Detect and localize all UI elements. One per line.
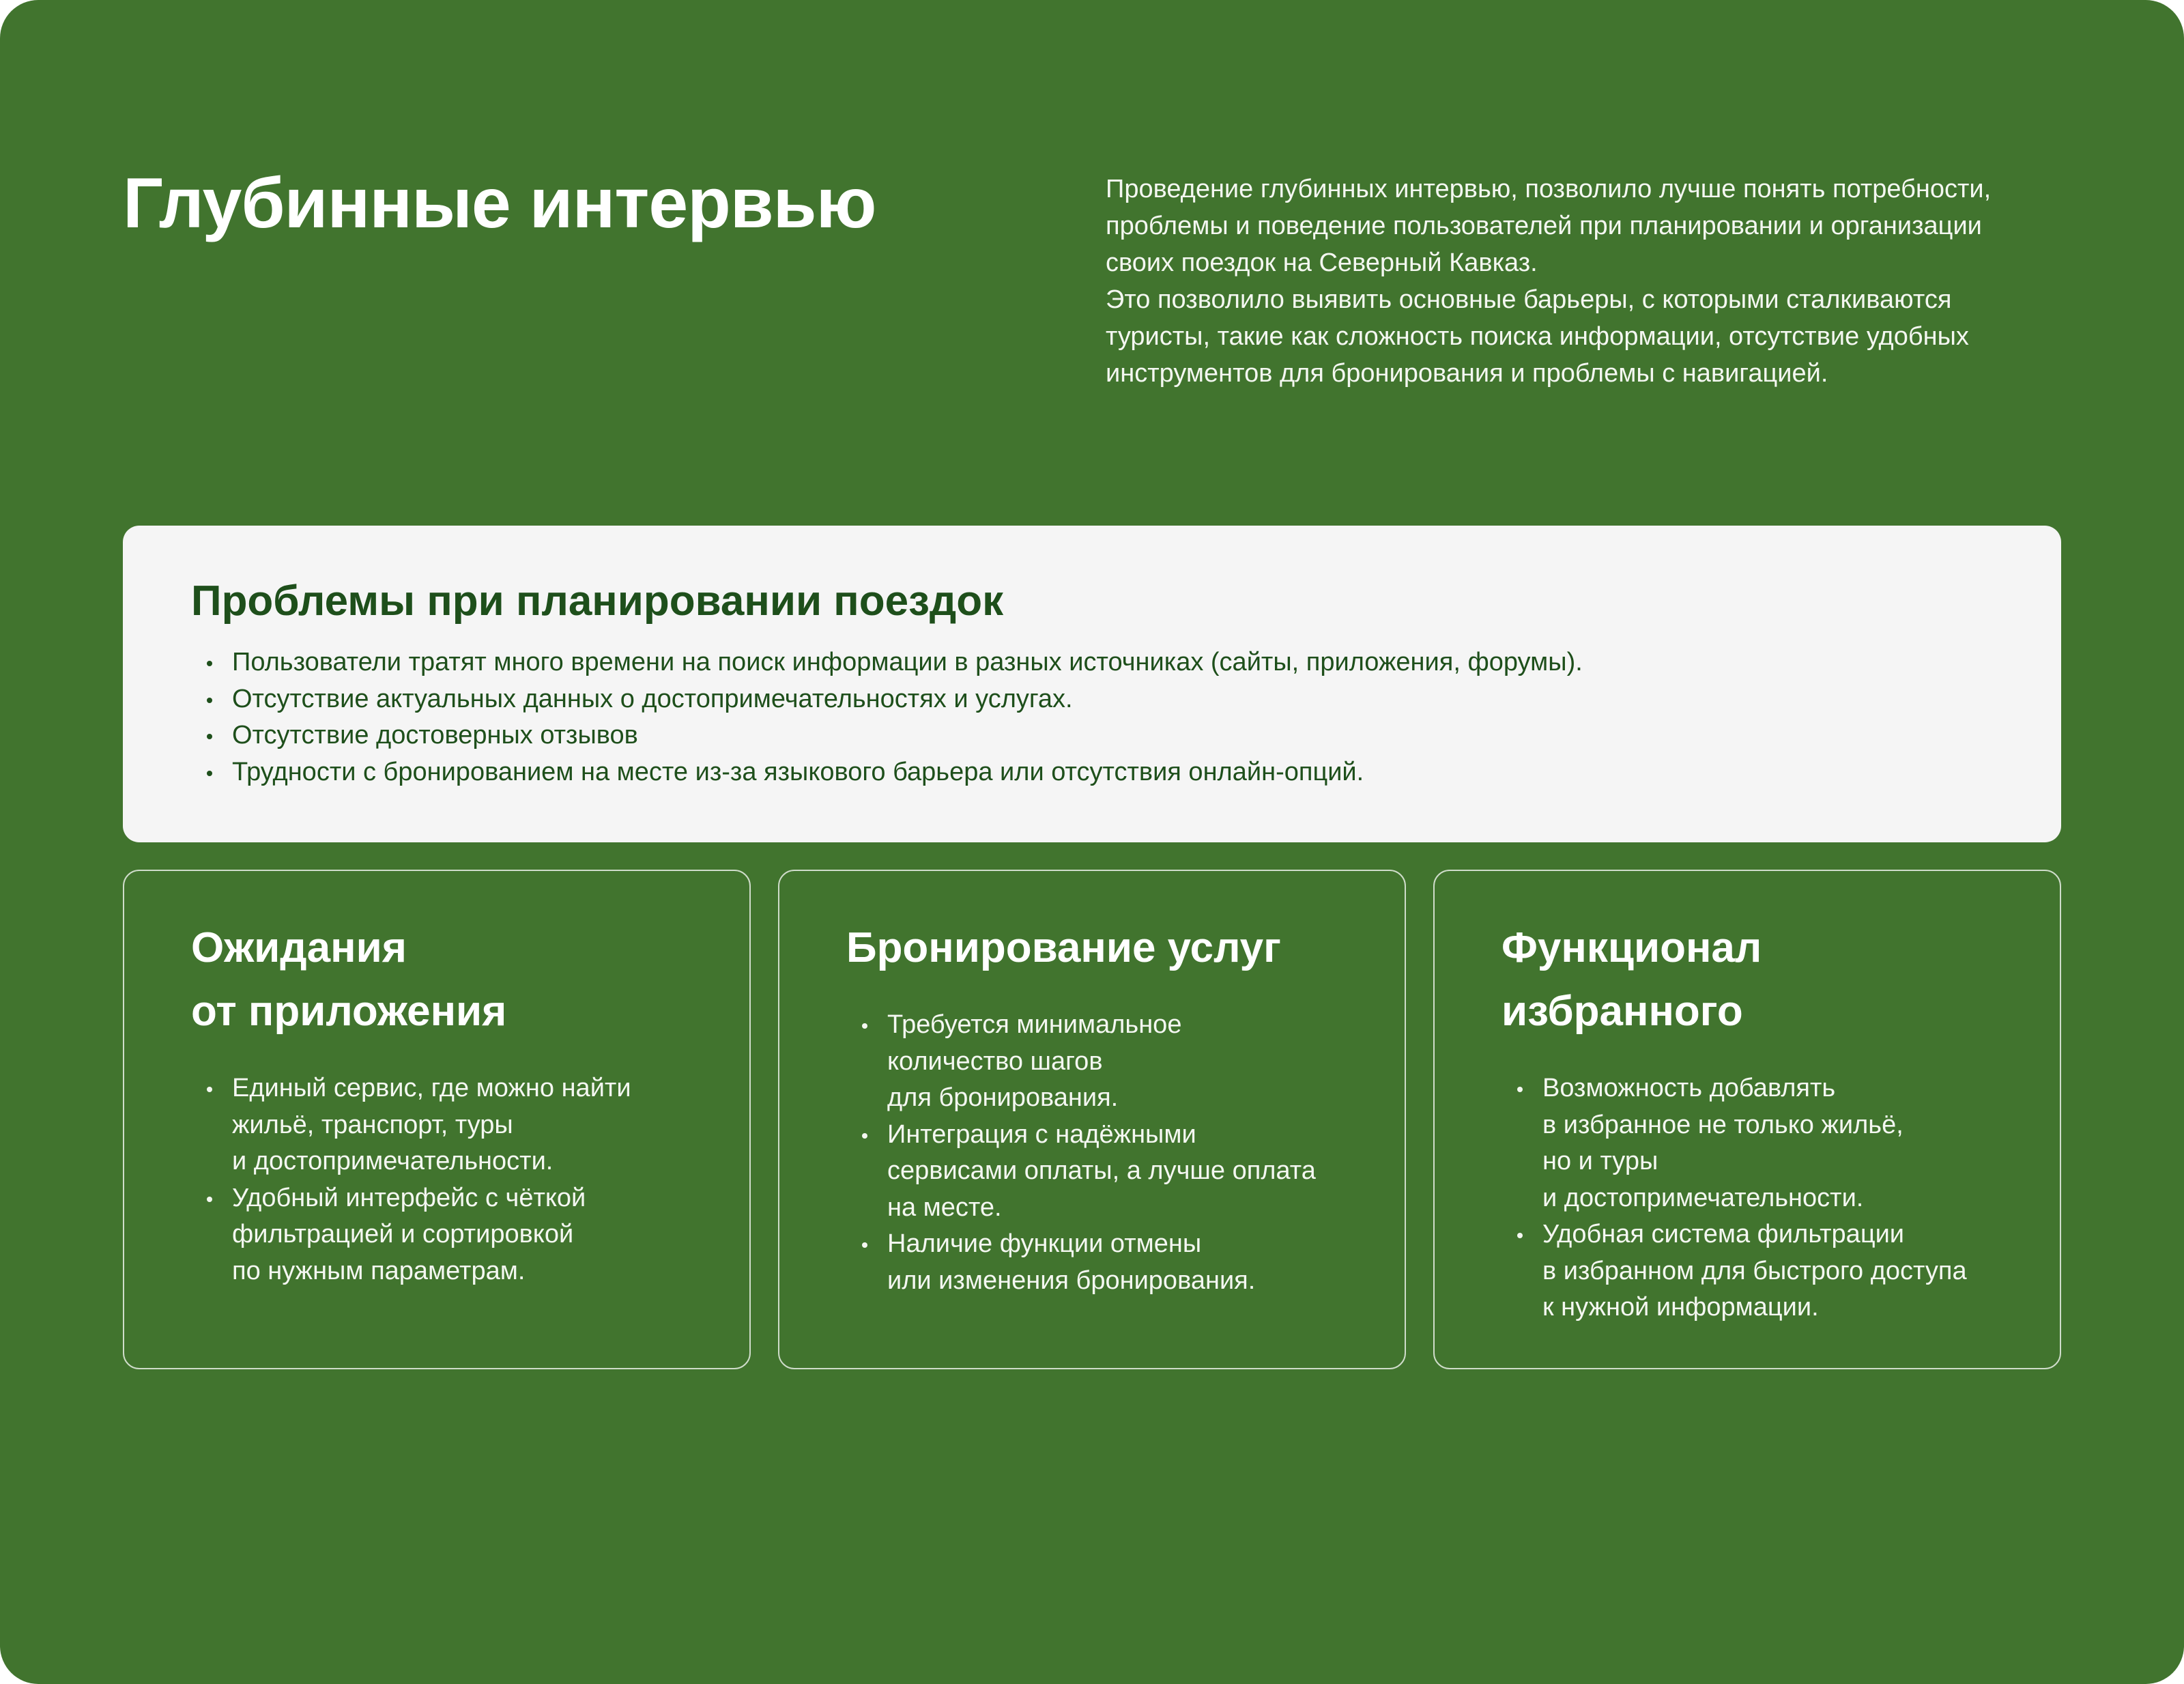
card-item-line: Возможность добавлять — [1542, 1074, 1836, 1102]
card-item — [1502, 1070, 2019, 1216]
card-item — [846, 1117, 1364, 1227]
card-booking — [778, 870, 1406, 1369]
problems-list — [191, 644, 1993, 790]
card-item-line: к нужной информации. — [1542, 1293, 1819, 1322]
intro-line: Это позволило выявить основные барьеры, с которыми сталкиваются — [1106, 285, 1952, 314]
card-item-line: Удобная система фильтрации — [1542, 1220, 1905, 1248]
card-item-line: в избранное не только жильё, — [1542, 1110, 1903, 1139]
card-title-line: избранного — [1502, 988, 1743, 1035]
page-title: Глубинные интервью — [123, 164, 876, 243]
card-item-line: по нужным параметрам. — [232, 1256, 526, 1285]
intro-line: проблемы и поведение пользователей при планировании и организации — [1106, 212, 1982, 240]
intro-line: своих поездок на Северный Кавказ. — [1106, 248, 1538, 277]
card-title — [191, 916, 708, 1043]
intro-text — [1106, 171, 2088, 392]
problems-title: Проблемы при планировании поездок — [191, 577, 1004, 625]
card-title-line: Ожидания — [191, 924, 407, 971]
card-item — [1502, 1216, 2019, 1326]
card-item — [191, 1180, 708, 1290]
card-item-line: Наличие функции отмены — [887, 1229, 1202, 1258]
intro-paragraph — [1106, 281, 2088, 392]
card-item-line: для бронирования. — [887, 1083, 1119, 1112]
intro-line: Проведение глубинных интервью, позволило лучше понять потребности, — [1106, 175, 1992, 203]
problem-item: Трудности с бронированием на месте из-за языкового барьера или отсутствия онлайн-опций. — [191, 754, 1993, 791]
card-item-line: но и туры — [1542, 1147, 1658, 1175]
card-title-line: Бронирование услуг — [846, 924, 1281, 971]
card-favorites — [1433, 870, 2061, 1369]
card-item-line: Требуется минимальное — [887, 1010, 1182, 1039]
card-title-line: от приложения — [191, 988, 507, 1035]
card-item-line: сервисами оплаты, а лучше оплата — [887, 1156, 1316, 1185]
card-title — [1502, 916, 2019, 1043]
card-item-line: количество шагов — [887, 1046, 1103, 1076]
problem-item: Отсутствие актуальных данных о достопримечательностях и услугах. — [191, 681, 1993, 718]
card-title — [846, 916, 1364, 980]
problem-item: Пользователи тратят много времени на поиск информации в разных источниках (сайты, приложения, форумы). — [191, 644, 1993, 681]
problem-item: Отсутствие достоверных отзывов — [191, 717, 1993, 754]
card-item-line: в избранном для быстрого доступа — [1542, 1256, 1967, 1285]
intro-line: туристы, такие как сложность поиска информации, отсутствие удобных — [1106, 322, 1969, 351]
card-item — [846, 1007, 1364, 1117]
card-item-line: на месте. — [887, 1193, 1002, 1222]
card-list — [1502, 1070, 2019, 1326]
card-item-line: и достопримечательности. — [232, 1147, 554, 1175]
intro-line: инструментов для бронирования и проблемы с навигацией. — [1106, 359, 1828, 388]
card-list — [191, 1070, 708, 1289]
card-expectations — [123, 870, 751, 1369]
card-item-line: Удобный интерфейс с чёткой — [232, 1183, 586, 1212]
card-item-line: или изменения бронирования. — [887, 1266, 1256, 1295]
problems-card — [123, 526, 2061, 842]
card-item-line: и достопримечательности. — [1542, 1183, 1864, 1212]
card-item — [191, 1070, 708, 1180]
intro-paragraph — [1106, 171, 2088, 281]
card-item — [846, 1226, 1364, 1299]
card-item-line: фильтрацией и сортировкой — [232, 1220, 574, 1248]
card-item-line: Единый сервис, где можно найти — [232, 1074, 631, 1102]
card-list — [846, 1007, 1364, 1299]
card-item-line: жильё, транспорт, туры — [232, 1110, 513, 1139]
card-title-line: Функционал — [1502, 924, 1762, 971]
card-item-line: Интеграция с надёжными — [887, 1119, 1196, 1149]
